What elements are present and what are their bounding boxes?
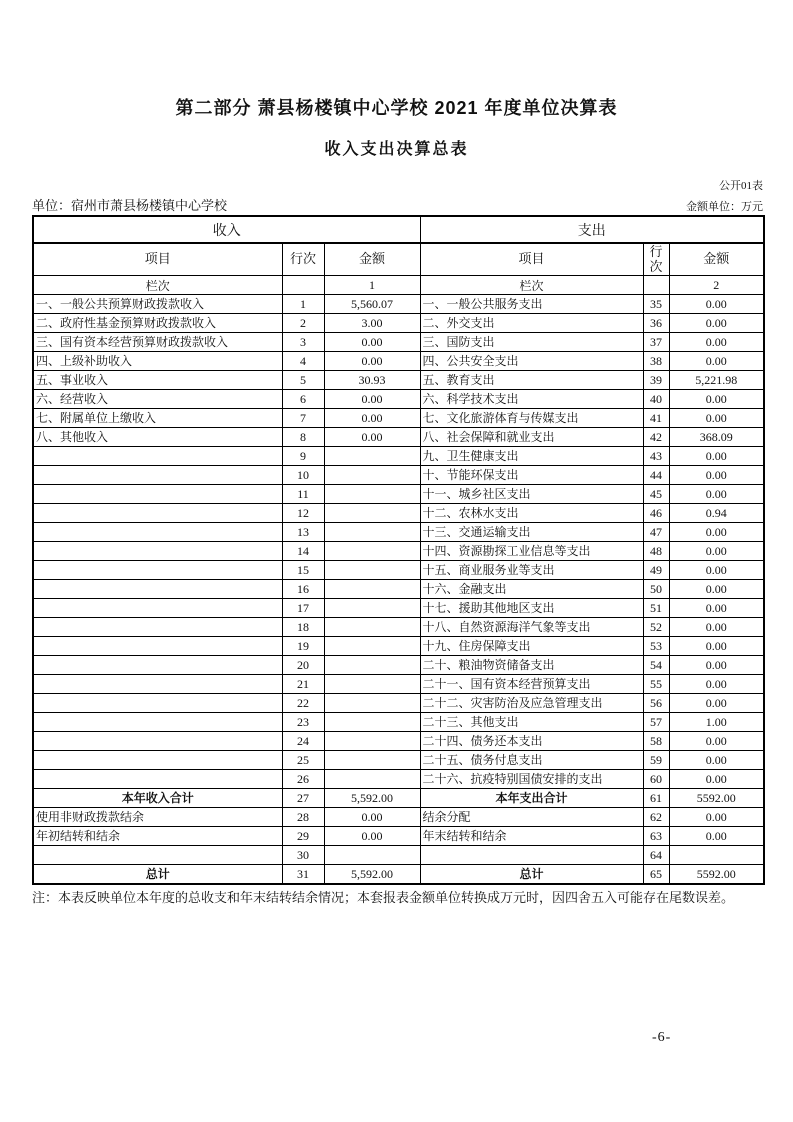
expense-amount-cell: 0.00 [669, 580, 764, 599]
expense-line-cell: 44 [643, 466, 669, 485]
income-line-cell: 25 [282, 751, 324, 770]
income-amount-cell [324, 466, 420, 485]
expense-amount-cell: 0.00 [669, 314, 764, 333]
income-amount-cell [324, 713, 420, 732]
income-item-cell [33, 542, 282, 561]
income-item-cell [33, 770, 282, 789]
expense-line-cell: 47 [643, 523, 669, 542]
expense-amount-cell: 0.00 [669, 542, 764, 561]
income-expense-table [32, 215, 765, 885]
table-row [33, 713, 764, 732]
unit-name: 单位：宿州市萧县杨楼镇中心学校 [32, 198, 228, 213]
expense-item-cell: 二十五、债务付息支出 [420, 751, 643, 770]
table-row [33, 846, 764, 865]
income-item-cell: 总计 [33, 865, 282, 885]
income-line-cell: 27 [282, 789, 324, 808]
income-item-cell [33, 447, 282, 466]
form-code: 公开01表 [719, 180, 763, 192]
expense-item-cell: 年末结转和结余 [420, 827, 643, 846]
expense-amount-cell: 0.00 [669, 295, 764, 314]
expense-item-cell: 十九、住房保障支出 [420, 637, 643, 656]
income-line-cell: 28 [282, 808, 324, 827]
income-item-cell [33, 713, 282, 732]
expense-amount-cell: 0.00 [669, 694, 764, 713]
expense-index-label: 栏次 [420, 276, 643, 295]
expense-line-cell: 52 [643, 618, 669, 637]
expense-item-cell: 二、外交支出 [420, 314, 643, 333]
expense-item-header: 项目 [420, 243, 643, 276]
income-amount-cell [324, 485, 420, 504]
section-header-row [33, 216, 764, 243]
expense-line-cell: 65 [643, 865, 669, 885]
income-line-cell: 23 [282, 713, 324, 732]
table-row [33, 352, 764, 371]
table-row [33, 504, 764, 523]
income-item-cell: 本年收入合计 [33, 789, 282, 808]
expense-line-cell: 55 [643, 675, 669, 694]
expense-line-cell: 49 [643, 561, 669, 580]
page-number: -6- [652, 1030, 672, 1045]
table-meta-row [32, 195, 763, 214]
expense-amount-cell: 0.00 [669, 770, 764, 789]
income-line-header: 行次 [282, 243, 324, 276]
income-line-cell: 21 [282, 675, 324, 694]
income-line-cell: 6 [282, 390, 324, 409]
expense-item-cell: 三、国防支出 [420, 333, 643, 352]
expense-amount-cell: 0.00 [669, 333, 764, 352]
expense-amount-cell: 0.00 [669, 827, 764, 846]
expense-amount-cell: 0.00 [669, 732, 764, 751]
expense-index-number: 2 [669, 276, 764, 295]
income-amount-cell: 0.00 [324, 409, 420, 428]
income-amount-cell [324, 561, 420, 580]
income-line-cell: 9 [282, 447, 324, 466]
expense-amount-cell: 0.00 [669, 390, 764, 409]
income-line-cell: 26 [282, 770, 324, 789]
income-amount-header: 金额 [324, 243, 420, 276]
expense-amount-cell: 1.00 [669, 713, 764, 732]
expense-index-line-cell [643, 276, 669, 295]
income-item-cell [33, 637, 282, 656]
income-line-cell: 15 [282, 561, 324, 580]
expense-item-cell: 九、卫生健康支出 [420, 447, 643, 466]
expense-item-cell: 十一、城乡社区支出 [420, 485, 643, 504]
income-amount-cell: 5,592.00 [324, 789, 420, 808]
page-subtitle: 收入支出决算总表 [324, 141, 469, 158]
income-line-cell: 30 [282, 846, 324, 865]
table-row [33, 561, 764, 580]
table-row [33, 827, 764, 846]
table-row [33, 428, 764, 447]
expense-line-cell: 42 [643, 428, 669, 447]
expense-line-cell: 60 [643, 770, 669, 789]
income-amount-cell [324, 656, 420, 675]
income-item-cell: 七、附属单位上缴收入 [33, 409, 282, 428]
expense-item-cell: 结余分配 [420, 808, 643, 827]
expense-item-cell: 十、节能环保支出 [420, 466, 643, 485]
expense-line-cell: 63 [643, 827, 669, 846]
table-row [33, 580, 764, 599]
income-amount-cell: 0.00 [324, 808, 420, 827]
income-index-number: 1 [324, 276, 420, 295]
income-item-cell: 三、国有资本经营预算财政拨款收入 [33, 333, 282, 352]
income-line-cell: 4 [282, 352, 324, 371]
income-amount-cell [324, 580, 420, 599]
table-row [33, 466, 764, 485]
expense-item-cell: 十六、金融支出 [420, 580, 643, 599]
income-item-cell [33, 504, 282, 523]
expense-item-cell: 十三、交通运输支出 [420, 523, 643, 542]
income-item-cell [33, 485, 282, 504]
income-amount-cell [324, 504, 420, 523]
expense-amount-cell: 0.00 [669, 808, 764, 827]
expense-line-cell: 58 [643, 732, 669, 751]
income-item-cell: 一、一般公共预算财政拨款收入 [33, 295, 282, 314]
income-line-cell: 19 [282, 637, 324, 656]
expense-line-cell: 37 [643, 333, 669, 352]
income-line-cell: 17 [282, 599, 324, 618]
income-item-cell [33, 466, 282, 485]
expense-line-cell: 48 [643, 542, 669, 561]
table-row [33, 675, 764, 694]
income-item-cell [33, 694, 282, 713]
expense-line-cell: 61 [643, 789, 669, 808]
income-amount-cell: 30.93 [324, 371, 420, 390]
income-item-cell [33, 846, 282, 865]
expense-line-cell: 62 [643, 808, 669, 827]
expense-amount-cell: 0.00 [669, 352, 764, 371]
expense-item-cell: 八、社会保障和就业支出 [420, 428, 643, 447]
income-amount-cell [324, 846, 420, 865]
table-row [33, 637, 764, 656]
income-amount-cell [324, 523, 420, 542]
expense-item-cell: 四、公共安全支出 [420, 352, 643, 371]
expense-amount-cell: 0.00 [669, 656, 764, 675]
income-line-cell: 18 [282, 618, 324, 637]
expense-line-cell: 38 [643, 352, 669, 371]
expense-item-cell: 一、一般公共服务支出 [420, 295, 643, 314]
expense-amount-cell: 368.09 [669, 428, 764, 447]
table-row [33, 523, 764, 542]
column-header-row [33, 243, 764, 276]
expense-section-header: 支出 [420, 216, 764, 243]
income-line-cell: 13 [282, 523, 324, 542]
expense-line-cell: 59 [643, 751, 669, 770]
income-amount-cell [324, 637, 420, 656]
expense-item-cell: 二十六、抗疫特别国债安排的支出 [420, 770, 643, 789]
income-amount-cell [324, 675, 420, 694]
expense-item-cell: 十二、农林水支出 [420, 504, 643, 523]
expense-item-cell: 十七、援助其他地区支出 [420, 599, 643, 618]
expense-item-cell: 二十一、国有资本经营预算支出 [420, 675, 643, 694]
expense-line-header: 行次 [643, 243, 669, 276]
income-item-cell [33, 732, 282, 751]
expense-item-cell: 二十四、债务还本支出 [420, 732, 643, 751]
table-row [33, 295, 764, 314]
expense-amount-cell: 0.00 [669, 675, 764, 694]
table-row [33, 789, 764, 808]
expense-line-cell: 41 [643, 409, 669, 428]
income-line-cell: 3 [282, 333, 324, 352]
table-row [33, 409, 764, 428]
income-item-cell [33, 599, 282, 618]
table-row [33, 447, 764, 466]
income-item-cell: 年初结转和结余 [33, 827, 282, 846]
income-section-header: 收入 [33, 216, 420, 243]
income-item-cell [33, 561, 282, 580]
expense-line-cell: 57 [643, 713, 669, 732]
table-row [33, 656, 764, 675]
table-row [33, 371, 764, 390]
expense-amount-cell: 0.00 [669, 447, 764, 466]
income-amount-cell: 0.00 [324, 333, 420, 352]
expense-amount-cell: 0.00 [669, 561, 764, 580]
expense-amount-cell: 0.00 [669, 599, 764, 618]
expense-amount-cell: 0.00 [669, 637, 764, 656]
income-index-label: 栏次 [33, 276, 282, 295]
income-amount-cell [324, 732, 420, 751]
expense-amount-cell: 0.00 [669, 751, 764, 770]
table-row [33, 732, 764, 751]
table-row [33, 865, 764, 885]
expense-line-cell: 51 [643, 599, 669, 618]
expense-amount-cell: 0.00 [669, 618, 764, 637]
income-item-cell: 八、其他收入 [33, 428, 282, 447]
expense-item-cell: 七、文化旅游体育与传媒支出 [420, 409, 643, 428]
table-row [33, 485, 764, 504]
table-row [33, 751, 764, 770]
table-row [33, 770, 764, 789]
expense-item-cell: 五、教育支出 [420, 371, 643, 390]
expense-amount-cell: 5,221.98 [669, 371, 764, 390]
income-item-cell: 六、经营收入 [33, 390, 282, 409]
expense-line-cell: 35 [643, 295, 669, 314]
expense-item-cell: 十四、资源勘探工业信息等支出 [420, 542, 643, 561]
income-amount-cell: 3.00 [324, 314, 420, 333]
amount-unit-label: 金额单位：万元 [686, 201, 763, 213]
income-amount-cell [324, 751, 420, 770]
expense-amount-cell: 0.94 [669, 504, 764, 523]
income-amount-cell: 0.00 [324, 827, 420, 846]
expense-amount-cell: 5592.00 [669, 865, 764, 885]
income-line-cell: 14 [282, 542, 324, 561]
income-line-cell: 16 [282, 580, 324, 599]
income-item-cell: 四、上级补助收入 [33, 352, 282, 371]
expense-amount-cell: 0.00 [669, 409, 764, 428]
expense-line-cell: 56 [643, 694, 669, 713]
expense-item-cell: 总计 [420, 865, 643, 885]
expense-item-cell: 二十三、其他支出 [420, 713, 643, 732]
income-line-cell: 22 [282, 694, 324, 713]
income-line-cell: 5 [282, 371, 324, 390]
income-line-cell: 12 [282, 504, 324, 523]
table-row [33, 808, 764, 827]
income-item-header: 项目 [33, 243, 282, 276]
expense-item-cell: 六、科学技术支出 [420, 390, 643, 409]
income-amount-cell: 0.00 [324, 428, 420, 447]
income-line-cell: 20 [282, 656, 324, 675]
expense-item-cell: 十五、商业服务业等支出 [420, 561, 643, 580]
table-row [33, 694, 764, 713]
page-title: 第二部分 萧县杨楼镇中心学校 2021 年度单位决算表 [175, 98, 618, 118]
income-amount-cell [324, 770, 420, 789]
expense-amount-cell [669, 846, 764, 865]
income-item-cell: 使用非财政拨款结余 [33, 808, 282, 827]
income-line-cell: 24 [282, 732, 324, 751]
table-row [33, 314, 764, 333]
footnote: 注：本表反映单位本年度的总收支和年末结转结余情况；本套报表金额单位转换成万元时，因四舍五入可能存在尾数误差。 [32, 890, 735, 905]
table-row [33, 618, 764, 637]
expense-amount-cell: 0.00 [669, 466, 764, 485]
income-item-cell: 二、政府性基金预算财政拨款收入 [33, 314, 282, 333]
table-row [33, 333, 764, 352]
income-item-cell [33, 656, 282, 675]
income-line-cell: 2 [282, 314, 324, 333]
expense-item-cell: 十八、自然资源海洋气象等支出 [420, 618, 643, 637]
income-amount-cell: 0.00 [324, 352, 420, 371]
income-line-cell: 11 [282, 485, 324, 504]
income-item-cell: 五、事业收入 [33, 371, 282, 390]
income-line-cell: 10 [282, 466, 324, 485]
income-item-cell [33, 523, 282, 542]
expense-line-cell: 46 [643, 504, 669, 523]
income-line-cell: 29 [282, 827, 324, 846]
income-amount-cell: 5,560.07 [324, 295, 420, 314]
income-item-cell [33, 580, 282, 599]
table-row [33, 542, 764, 561]
expense-line-cell: 43 [643, 447, 669, 466]
column-index-row [33, 276, 764, 295]
income-item-cell [33, 675, 282, 694]
income-amount-cell [324, 599, 420, 618]
income-item-cell [33, 751, 282, 770]
expense-item-cell: 二十、粮油物资储备支出 [420, 656, 643, 675]
income-amount-cell: 0.00 [324, 390, 420, 409]
expense-line-cell: 39 [643, 371, 669, 390]
expense-item-cell [420, 846, 643, 865]
expense-line-cell: 40 [643, 390, 669, 409]
expense-item-cell: 二十二、灾害防治及应急管理支出 [420, 694, 643, 713]
income-line-cell: 8 [282, 428, 324, 447]
income-amount-cell [324, 447, 420, 466]
expense-line-cell: 36 [643, 314, 669, 333]
table-row [33, 390, 764, 409]
expense-amount-header: 金额 [669, 243, 764, 276]
expense-item-cell: 本年支出合计 [420, 789, 643, 808]
income-line-cell: 7 [282, 409, 324, 428]
income-amount-cell [324, 618, 420, 637]
expense-amount-cell: 0.00 [669, 523, 764, 542]
income-amount-cell: 5,592.00 [324, 865, 420, 885]
income-amount-cell [324, 542, 420, 561]
income-item-cell [33, 618, 282, 637]
expense-line-cell: 45 [643, 485, 669, 504]
income-amount-cell [324, 694, 420, 713]
expense-line-cell: 53 [643, 637, 669, 656]
expense-amount-cell: 0.00 [669, 485, 764, 504]
expense-line-cell: 64 [643, 846, 669, 865]
expense-amount-cell: 5592.00 [669, 789, 764, 808]
income-line-cell: 1 [282, 295, 324, 314]
table-row [33, 599, 764, 618]
expense-line-cell: 54 [643, 656, 669, 675]
income-index-line-cell [282, 276, 324, 295]
expense-line-cell: 50 [643, 580, 669, 599]
income-line-cell: 31 [282, 865, 324, 885]
